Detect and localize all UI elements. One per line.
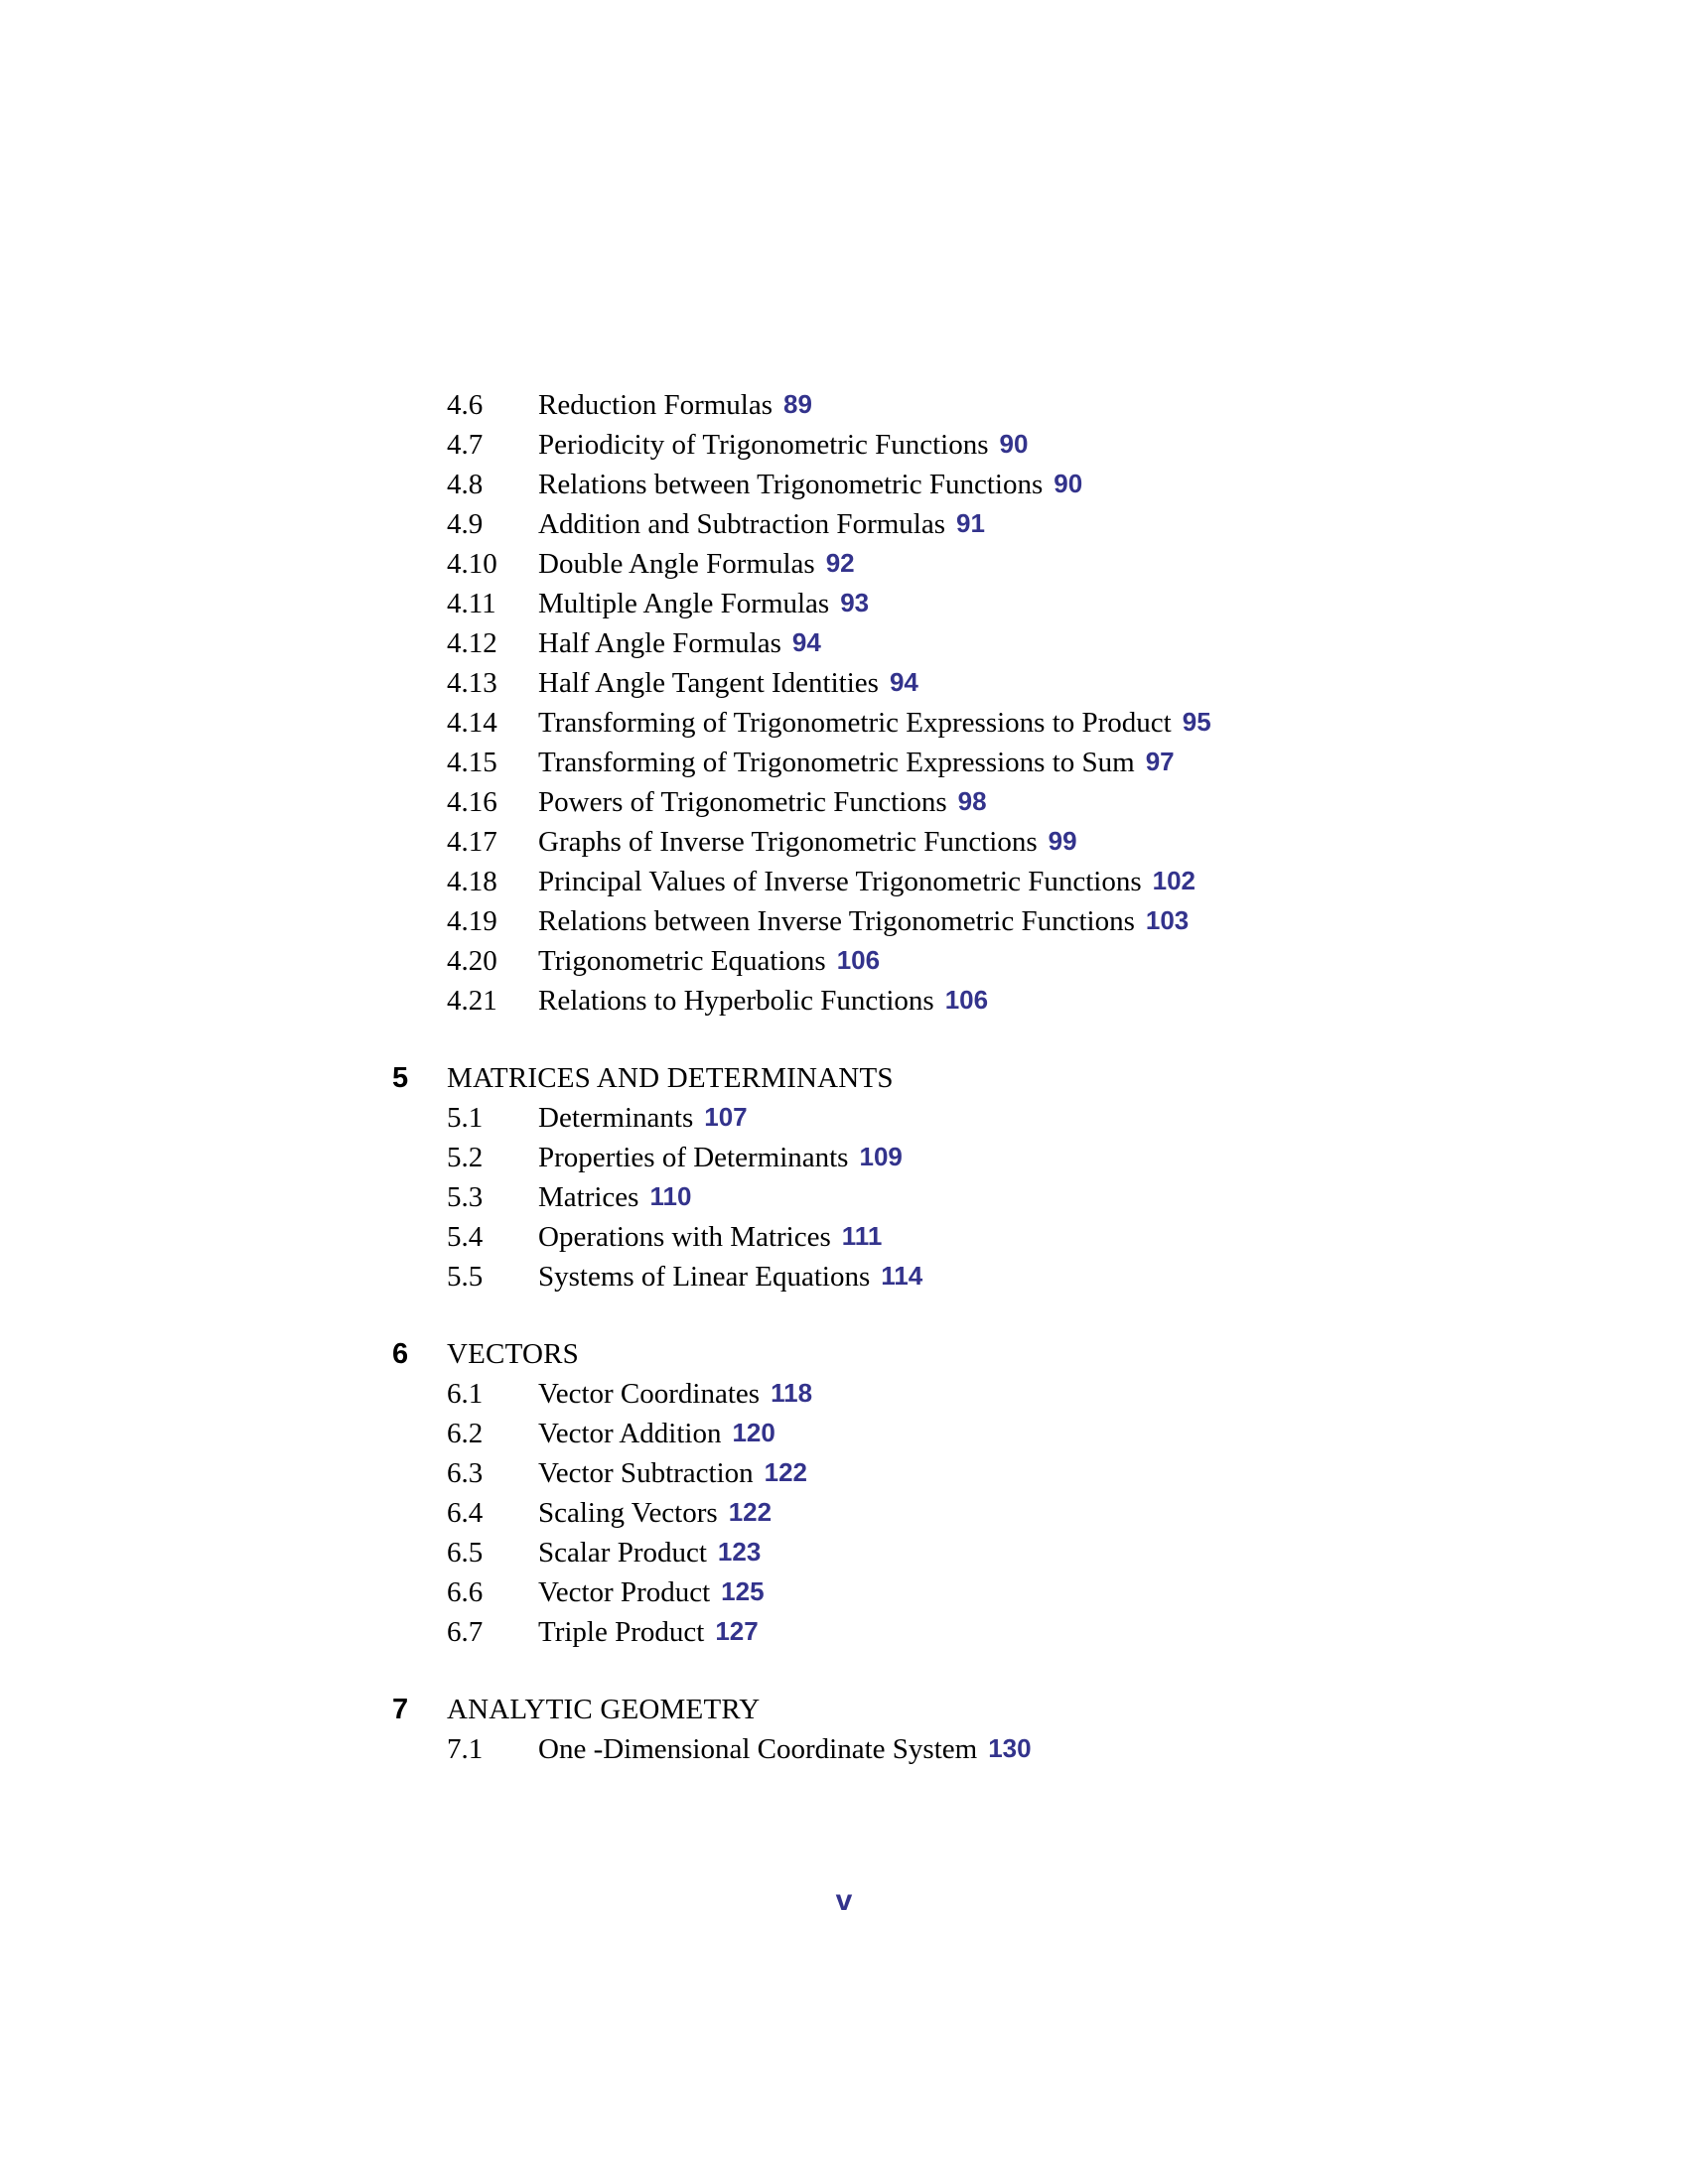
section-number: 6.5 — [447, 1537, 484, 1569]
section-number: 4.21 — [447, 985, 497, 1017]
chapter-group — [392, 1690, 1484, 1769]
section-number: 6.2 — [447, 1418, 484, 1449]
chapter-number: 5 — [392, 1062, 409, 1094]
section-title: Trigonometric Equations — [538, 945, 826, 977]
section-number: 4.13 — [447, 667, 497, 699]
section-title: Scaling Vectors — [538, 1497, 718, 1529]
section-number: 4.8 — [447, 469, 484, 500]
section-page-number: 111 — [841, 1221, 883, 1251]
section-page-number: 91 — [956, 508, 985, 538]
section-number: 4.14 — [447, 707, 497, 739]
toc-entry[interactable] — [392, 981, 1484, 1021]
section-number: 4.12 — [447, 627, 497, 659]
chapter-heading[interactable] — [392, 1690, 1484, 1729]
section-number: 4.16 — [447, 786, 497, 818]
section-page-number: 95 — [1182, 707, 1211, 737]
chapter-title: ANALYTIC GEOMETRY — [447, 1694, 761, 1725]
section-number: 4.6 — [447, 389, 484, 421]
section-title: Relations to Hyperbolic Functions — [538, 985, 934, 1017]
section-number: 5.2 — [447, 1142, 484, 1173]
section-number: 6.6 — [447, 1576, 484, 1608]
toc-entry[interactable] — [392, 1217, 1484, 1257]
toc-entry[interactable] — [392, 1453, 1484, 1493]
section-page-number: 99 — [1048, 826, 1077, 856]
section-title: Transforming of Trigonometric Expressions to Product — [538, 707, 1172, 739]
section-title: Relations between Trigonometric Functions — [538, 469, 1044, 500]
section-page-number: 106 — [944, 985, 989, 1015]
section-number: 6.7 — [447, 1616, 484, 1648]
section-page-number: 120 — [732, 1418, 775, 1447]
section-title: Graphs of Inverse Trigonometric Functions — [538, 826, 1038, 858]
section-page-number: 90 — [1054, 469, 1083, 498]
section-page-number: 110 — [649, 1181, 692, 1211]
toc-entry[interactable] — [392, 385, 1484, 425]
section-title: One -Dimensional Coordinate System — [538, 1733, 978, 1765]
toc-entry[interactable] — [392, 1572, 1484, 1612]
section-title: Determinants — [538, 1102, 694, 1134]
section-number: 6.4 — [447, 1497, 484, 1529]
section-title: Vector Coordinates — [538, 1378, 761, 1410]
section-number: 5.4 — [447, 1221, 484, 1253]
section-title: Powers of Trigonometric Functions — [538, 786, 947, 818]
section-page-number: 106 — [836, 945, 881, 975]
section-page-number: 122 — [764, 1457, 808, 1487]
toc-entry[interactable] — [392, 822, 1484, 862]
section-page-number: 130 — [988, 1733, 1032, 1763]
section-number: 5.5 — [447, 1261, 484, 1293]
section-title: Vector Product — [538, 1576, 711, 1608]
section-page-number: 102 — [1152, 866, 1196, 895]
toc-entry[interactable] — [392, 504, 1484, 544]
section-title: Vector Subtraction — [538, 1457, 754, 1489]
section-page-number: 97 — [1145, 747, 1175, 776]
section-page-number: 127 — [715, 1616, 759, 1646]
section-number: 4.19 — [447, 905, 497, 937]
chapter-number: 6 — [392, 1338, 409, 1370]
toc-entry[interactable] — [392, 584, 1484, 623]
section-title: Half Angle Tangent Identities — [538, 667, 879, 699]
toc-entry[interactable] — [392, 1612, 1484, 1652]
section-title: Multiple Angle Formulas — [538, 588, 830, 619]
section-page-number: 125 — [721, 1576, 765, 1606]
toc-entry[interactable] — [392, 703, 1484, 743]
toc-entry[interactable] — [392, 1177, 1484, 1217]
toc-entry[interactable] — [392, 1493, 1484, 1533]
section-title: Scalar Product — [538, 1537, 707, 1569]
toc-entry[interactable] — [392, 1374, 1484, 1414]
section-page-number: 94 — [791, 627, 821, 657]
toc-entry[interactable] — [392, 1414, 1484, 1453]
section-page-number: 123 — [717, 1537, 762, 1567]
chapter-heading[interactable] — [392, 1058, 1484, 1098]
chapter-group — [392, 1058, 1484, 1297]
section-title: Properties of Determinants — [538, 1142, 849, 1173]
toc-entry[interactable] — [392, 425, 1484, 465]
section-page-number: 107 — [704, 1102, 748, 1132]
section-title: Systems of Linear Equations — [538, 1261, 871, 1293]
section-title: Operations with Matrices — [538, 1221, 831, 1253]
section-number: 7.1 — [447, 1733, 484, 1765]
toc-entry[interactable] — [392, 1257, 1484, 1297]
section-title: Periodicity of Trigonometric Functions — [538, 429, 989, 461]
toc-entry[interactable] — [392, 1098, 1484, 1138]
section-title: Transforming of Trigonometric Expressions to Sum — [538, 747, 1135, 778]
chapter-title: VECTORS — [447, 1338, 580, 1370]
toc-entry[interactable] — [392, 743, 1484, 782]
page-folio: v — [835, 1884, 853, 1917]
section-title: Addition and Subtraction Formulas — [538, 508, 945, 540]
section-page-number: 92 — [825, 548, 855, 578]
table-of-contents — [392, 385, 1484, 1769]
section-number: 6.3 — [447, 1457, 484, 1489]
section-number: 4.9 — [447, 508, 484, 540]
section-title: Matrices — [538, 1181, 639, 1213]
section-number: 5.3 — [447, 1181, 484, 1213]
toc-entry[interactable] — [392, 1138, 1484, 1177]
section-number: 5.1 — [447, 1102, 484, 1134]
section-number: 4.17 — [447, 826, 497, 858]
section-page-number: 109 — [859, 1142, 903, 1171]
chapter-title: MATRICES AND DETERMINANTS — [447, 1062, 894, 1094]
section-number: 4.10 — [447, 548, 497, 580]
chapter-group — [392, 1334, 1484, 1652]
section-page-number: 118 — [771, 1378, 813, 1408]
section-page-number: 89 — [783, 389, 812, 419]
section-title: Triple Product — [538, 1616, 705, 1648]
section-title: Double Angle Formulas — [538, 548, 815, 580]
chapter-heading[interactable] — [392, 1334, 1484, 1374]
section-page-number: 98 — [957, 786, 987, 816]
section-number: 6.1 — [447, 1378, 484, 1410]
section-title: Half Angle Formulas — [538, 627, 781, 659]
toc-entry[interactable] — [392, 901, 1484, 941]
section-number: 4.20 — [447, 945, 497, 977]
section-page-number: 93 — [840, 588, 870, 617]
toc-entry[interactable] — [392, 782, 1484, 822]
section-number: 4.15 — [447, 747, 497, 778]
section-page-number: 114 — [881, 1261, 923, 1291]
section-number: 4.18 — [447, 866, 497, 897]
section-number: 4.7 — [447, 429, 484, 461]
section-title: Vector Addition — [538, 1418, 722, 1449]
section-title: Relations between Inverse Trigonometric Functions — [538, 905, 1135, 937]
section-page-number: 103 — [1145, 905, 1190, 935]
section-number: 4.11 — [447, 588, 496, 619]
toc-entry[interactable] — [392, 1729, 1484, 1769]
toc-entry[interactable] — [392, 663, 1484, 703]
toc-entry[interactable] — [392, 465, 1484, 504]
chapter-group — [392, 385, 1484, 1021]
toc-entry[interactable] — [392, 1533, 1484, 1572]
section-title: Reduction Formulas — [538, 389, 774, 421]
toc-entry[interactable] — [392, 544, 1484, 584]
section-page-number: 90 — [999, 429, 1029, 459]
chapter-number: 7 — [392, 1694, 409, 1725]
section-title: Principal Values of Inverse Trigonometric Functions — [538, 866, 1142, 897]
toc-entry[interactable] — [392, 941, 1484, 981]
toc-entry[interactable] — [392, 623, 1484, 663]
section-page-number: 122 — [728, 1497, 773, 1527]
toc-entry[interactable] — [392, 862, 1484, 901]
section-page-number: 94 — [889, 667, 918, 697]
